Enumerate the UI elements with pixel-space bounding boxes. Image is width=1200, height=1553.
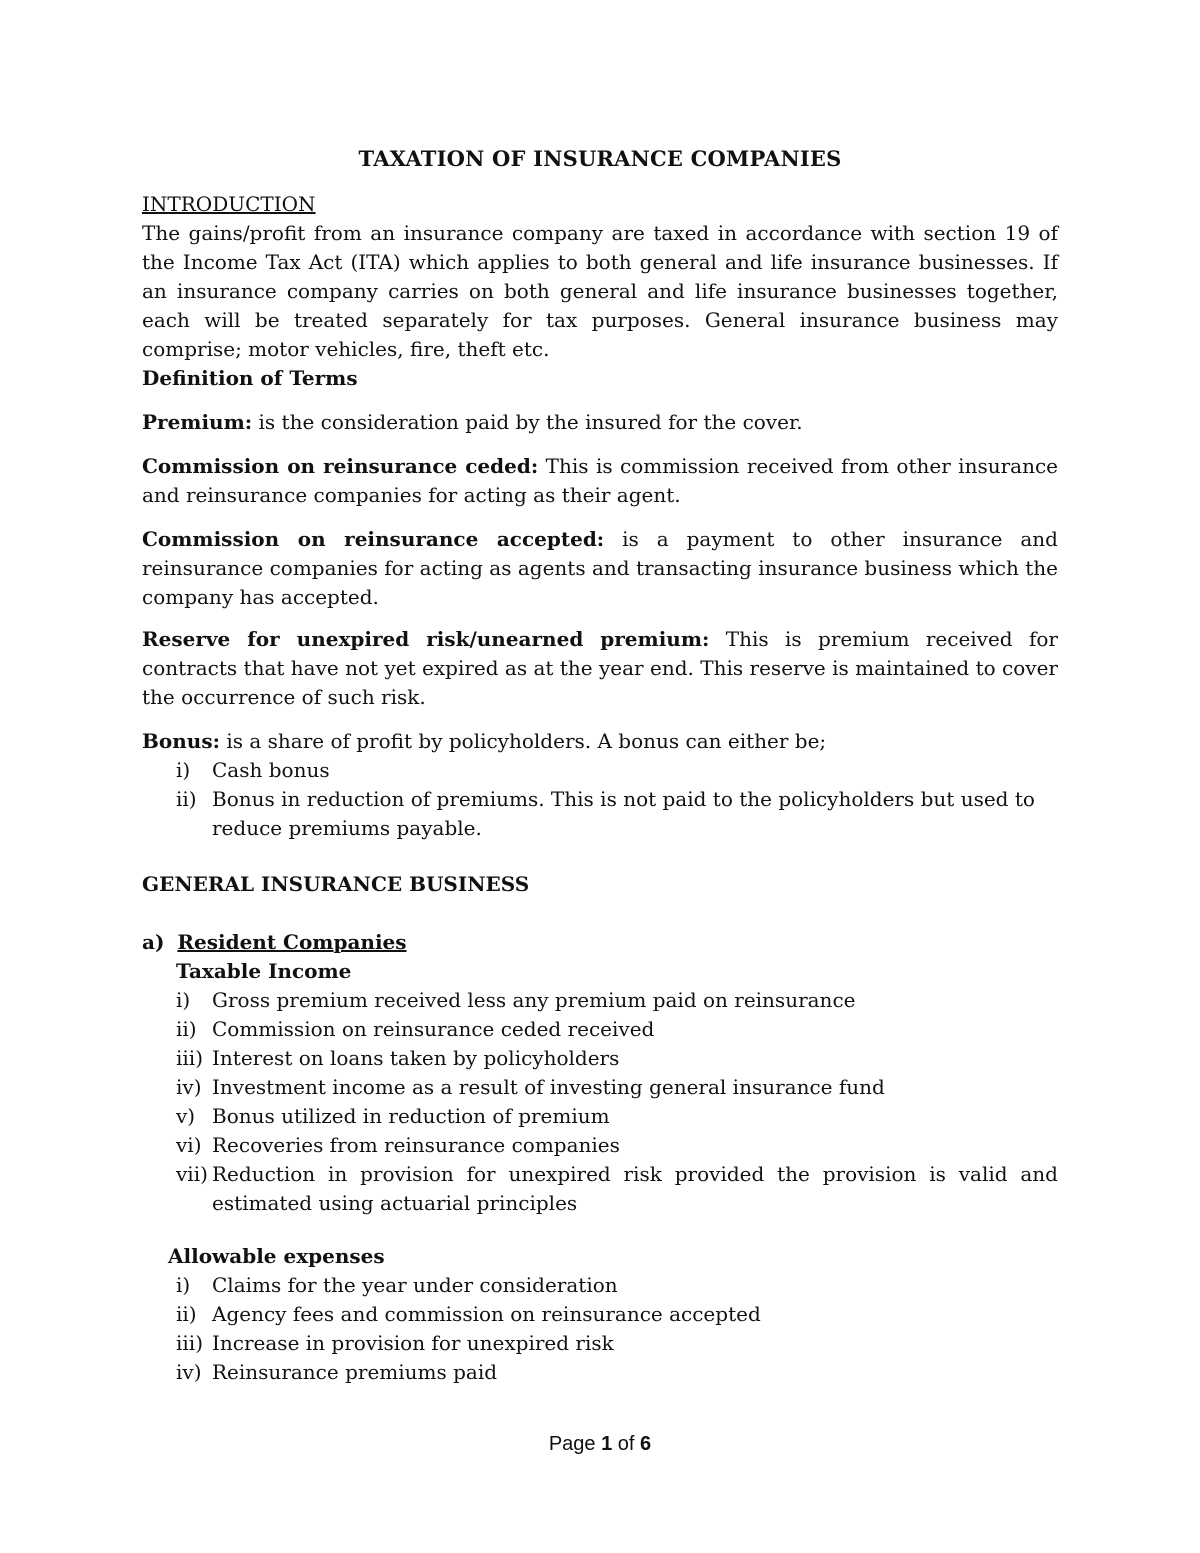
introduction-heading: INTRODUCTION bbox=[142, 192, 316, 216]
list-item: ii) Commission on reinsurance ceded received bbox=[176, 1017, 655, 1041]
list-item: i) Cash bonus bbox=[176, 758, 330, 782]
introduction-text: The gains/profit from an insurance company are taxed in accordance with section 19 of the Income Tax Act (ITA) which applies to both general and life insurance businesses. If an insurance company carries on both general and life insurance businesses together, each will be treated separately for tax purposes. General insurance business may comprise; motor vehicles, fire, theft etc. bbox=[142, 221, 1058, 361]
definition-text: is a share of profit by policyholders. A bonus can either be; bbox=[219, 729, 827, 753]
definition-bonus bbox=[142, 727, 1058, 843]
list-item: ii) Agency fees and commission on reinsurance accepted bbox=[176, 1302, 761, 1326]
bonus-list bbox=[176, 756, 1058, 843]
definition-term: Reserve for unexpired risk/unearned premium: bbox=[142, 627, 710, 651]
definition-text: This is premium received for contracts that have not yet expired as at the year end. This reserve is maintained to cover the occurrence of such risk. bbox=[142, 627, 1058, 709]
total-page-number: 6 bbox=[640, 1433, 652, 1455]
definition-unexpired-risk bbox=[142, 625, 1058, 712]
definition-text: is the consideration paid by the insured for the cover. bbox=[252, 410, 803, 434]
document-title: TAXATION OF INSURANCE COMPANIES bbox=[358, 146, 842, 171]
list-item: iv) Reinsurance premiums paid bbox=[176, 1360, 498, 1384]
list-item: vi) Recoveries from reinsurance companies bbox=[176, 1133, 620, 1157]
list-item: iii) Increase in provision for unexpired risk bbox=[176, 1331, 614, 1355]
definition-text: is a payment to other insurance and reinsurance companies for acting as agents and transacting insurance business which the company has accepted. bbox=[142, 527, 1058, 609]
definition-commission-ceded bbox=[142, 452, 1058, 510]
list-item: ii) Bonus in reduction of premiums. This is not paid to the policyholders but used to reduce premiums payable. bbox=[176, 787, 1035, 840]
page-number-footer: Page 1 of 6 bbox=[548, 1433, 652, 1455]
definition-commission-accepted bbox=[142, 525, 1058, 612]
resident-companies-heading: Resident Companies bbox=[177, 930, 407, 954]
list-item: v) Bonus utilized in reduction of premium bbox=[176, 1104, 610, 1128]
resident-companies-section bbox=[142, 928, 1058, 1218]
definition-text: This is commission received from other insurance and reinsurance companies for acting as their agent. bbox=[142, 454, 1058, 507]
list-item: i) Gross premium received less any premium paid on reinsurance bbox=[176, 988, 856, 1012]
introduction-section bbox=[142, 190, 1058, 393]
definition-term: Commission on reinsurance ceded: bbox=[142, 454, 539, 478]
definition-term: Bonus: bbox=[142, 729, 220, 753]
definitions-heading: Definition of Terms bbox=[142, 366, 358, 390]
section-letter: a) bbox=[142, 930, 165, 954]
allowable-expenses-list bbox=[176, 1271, 1058, 1387]
current-page-number: 1 bbox=[601, 1433, 613, 1455]
definition-premium bbox=[142, 408, 1058, 437]
allowable-expenses-section bbox=[142, 1242, 1058, 1387]
definition-term: Commission on reinsurance accepted: bbox=[142, 527, 605, 551]
taxable-income-heading: Taxable Income bbox=[176, 959, 352, 983]
list-item: vii) Reduction in provision for unexpired risk provided the provision is valid and estimated using actuarial principles bbox=[176, 1162, 1058, 1215]
taxable-income-list bbox=[176, 986, 1058, 1218]
list-item: iv) Investment income as a result of investing general insurance fund bbox=[176, 1075, 885, 1099]
definition-term: Premium: bbox=[142, 410, 253, 434]
general-insurance-heading: GENERAL INSURANCE BUSINESS bbox=[142, 872, 530, 896]
allowable-expenses-heading: Allowable expenses bbox=[168, 1244, 385, 1268]
list-item: iii) Interest on loans taken by policyholders bbox=[176, 1046, 620, 1070]
list-item: i) Claims for the year under consideration bbox=[176, 1273, 618, 1297]
